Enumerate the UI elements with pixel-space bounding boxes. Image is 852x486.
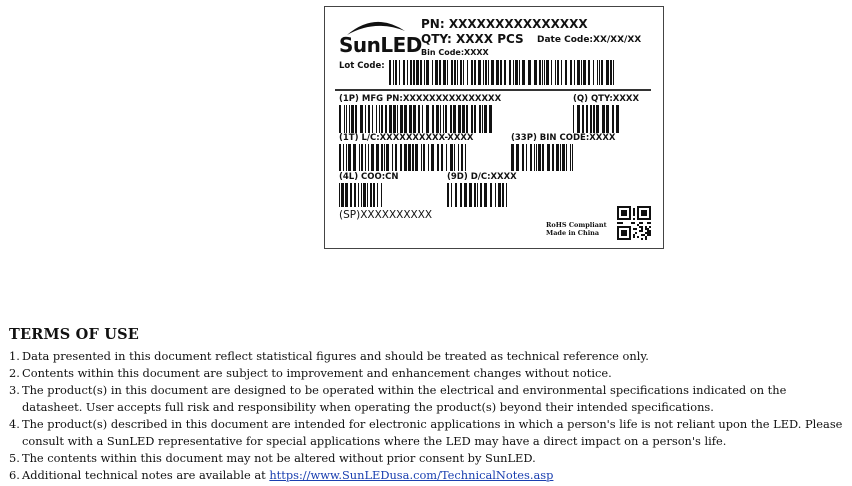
qr-code-icon	[617, 206, 651, 240]
q-qty-label: (Q) QTY:XXXX	[573, 94, 640, 104]
lot-code-barcode	[389, 60, 615, 85]
made-in-china-text: Made in China	[546, 229, 600, 237]
bin-code-text: Bin Code:XXXX	[421, 48, 489, 57]
list-item: 3. The product(s) in this document are designed to be operated within the electrical and environmental specifications indicated on the datasheet. User accepts full risk and responsibility when operating the product(s) beyond their intended specifications.	[9, 383, 787, 414]
lot-code-label: Lot Code:	[339, 61, 385, 71]
terms-of-use	[9, 326, 845, 484]
rohs-compliant-text: RoHS Compliant	[546, 221, 607, 229]
date-code-text: Date Code:XX/XX/XX	[537, 35, 642, 45]
mfg-pn-label: (1P) MFG PN:XXXXXXXXXXXXXXX	[339, 94, 502, 104]
lc-barcode	[339, 144, 467, 171]
dc-label: (9D) D/C:XXXX	[447, 172, 517, 182]
rohs-text	[546, 221, 607, 237]
mfg-pn-barcode	[339, 105, 495, 133]
q-qty-barcode	[573, 105, 619, 133]
list-item: 1. Data presented in this document reflect statistical figures and should be treated as technical reference only.	[9, 349, 649, 363]
qty-text: QTY: XXXX PCS	[421, 32, 524, 46]
list-item: 4. The product(s) described in this document are intended for electronic applications in which a person's life is not reliant upon the LED. Please consult with a SunLED representative for special applications where the LED may have a direct impact on a person's life.	[9, 417, 843, 448]
pn-text: PN: XXXXXXXXXXXXXXX	[421, 17, 588, 31]
sunled-logo	[337, 17, 422, 63]
dc-barcode	[447, 183, 507, 207]
coo-barcode	[339, 183, 383, 207]
sp-text: (SP)XXXXXXXXXX	[339, 209, 433, 221]
bin-code-33p-barcode	[511, 144, 573, 171]
list-item: 2. Contents within this document are subject to improvement and enhancement changes without notice.	[9, 366, 612, 380]
terms-list	[9, 348, 845, 484]
logo-text: SunLED	[339, 33, 422, 57]
technical-notes-link[interactable]: https://www.SunLEDusa.com/TechnicalNotes.asp	[269, 468, 554, 482]
terms-title: TERMS OF USE	[9, 326, 140, 343]
list-item: 5. The contents within this document may not be altered without prior consent by SunLED.	[9, 451, 536, 465]
bin-code-33p-label: (33P) BIN CODE:XXXX	[511, 133, 616, 143]
lc-label: (1T) L/C:XXXXXXXXXX-XXXX	[339, 133, 474, 143]
list-item: 6. Additional technical notes are available at https://www.SunLEDusa.com/TechnicalNotes.asp	[9, 468, 554, 482]
coo-label: (4L) COO:CN	[339, 172, 399, 182]
divider	[335, 89, 651, 91]
product-label	[324, 6, 664, 249]
